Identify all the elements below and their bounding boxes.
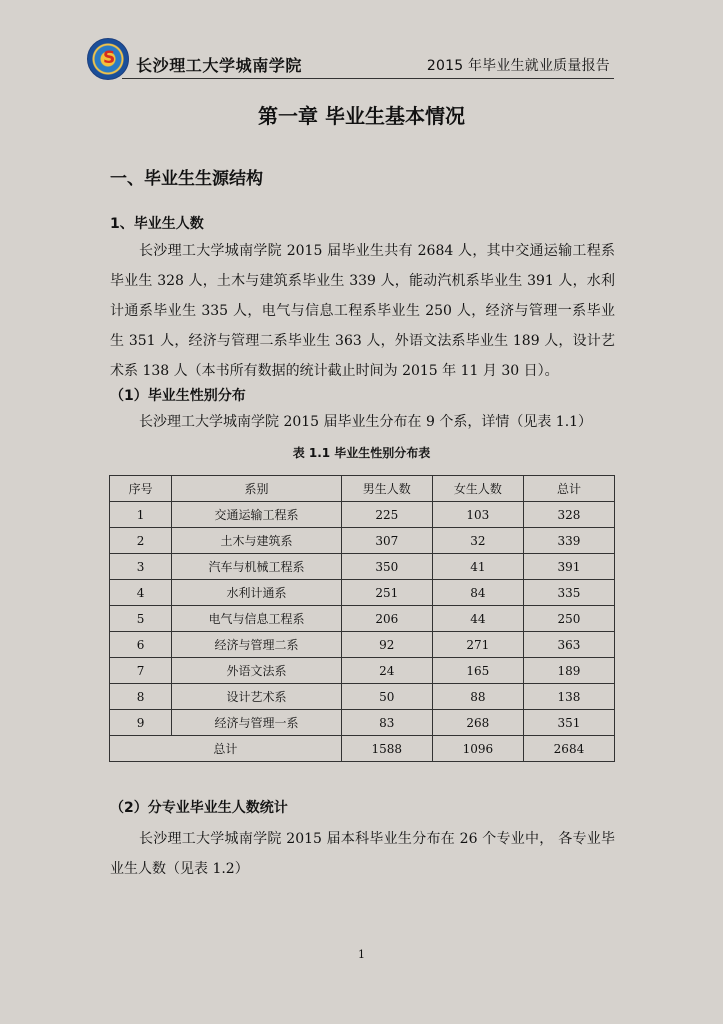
cell-male: 225 [341,502,432,528]
table-row [110,632,615,658]
logo-emblem-icon: S [103,48,116,68]
cell-total: 339 [523,528,614,554]
cell-department: 汽车与机械工程系 [172,554,342,580]
cell-female: 32 [432,528,523,554]
table-row [110,554,615,580]
report-title: 2015 年毕业生就业质量报告 [426,58,610,74]
table-total-row [110,736,615,762]
cell-female: 271 [432,632,523,658]
cell-female: 88 [432,684,523,710]
cell-total: 391 [523,554,614,580]
cell-male: 350 [341,554,432,580]
school-logo-icon [87,38,129,80]
cell-index: 2 [110,528,172,554]
cell-index: 9 [110,710,172,736]
cell-department: 外语文法系 [172,658,342,684]
total-male: 1588 [341,736,432,762]
gender-distribution-paragraph: 长沙理工大学城南学院 2015 届毕业生分布在 9 个系，详情（见表 1.1） [139,414,593,430]
table-row [110,710,615,736]
cell-department: 经济与管理二系 [172,632,342,658]
cell-total: 351 [523,710,614,736]
header-index: 序号 [110,476,172,502]
cell-index: 1 [110,502,172,528]
cell-male: 206 [341,606,432,632]
table-row [110,528,615,554]
cell-male: 92 [341,632,432,658]
cell-index: 3 [110,554,172,580]
total-female: 1096 [432,736,523,762]
graduate-count-paragraph: 长沙理工大学城南学院 2015 届毕业生共有 2684 人，其中交通运输工程系毕业生 328 人，土木与建筑系毕业生 339 人，能动汽机系毕业生 391 人，水利计通系毕业生 335 人，电气与信息工程系毕业生 250 人，经济与管理一系毕业生 351 人，经济与管理二系毕业生 363 人，外语文法系毕业生 189 人，设计艺术系 138 人（本书所有数据的统计截止时间为 2015 年 11 月 30 日）。 [110,243,615,379]
subsection-major-count: （2）分专业毕业生人数统计 [110,800,288,816]
page-header [84,36,614,82]
cell-total: 335 [523,580,614,606]
cell-total: 189 [523,658,614,684]
chapter-title: 第一章 毕业生基本情况 [258,104,465,128]
cell-male: 83 [341,710,432,736]
cell-department: 水利计通系 [172,580,342,606]
cell-department: 设计艺术系 [172,684,342,710]
school-name: 长沙理工大学城南学院 [136,56,303,75]
table-row [110,658,615,684]
table-caption: 表 1.1 毕业生性别分布表 [292,446,431,460]
major-count-paragraph: 长沙理工大学城南学院 2015 届本科毕业生分布在 26 个专业中， 各专业毕业生人数（见表 1.2） [110,831,615,877]
cell-index: 4 [110,580,172,606]
total-label: 总计 [110,736,342,762]
cell-female: 84 [432,580,523,606]
cell-male: 307 [341,528,432,554]
cell-female: 268 [432,710,523,736]
cell-female: 103 [432,502,523,528]
cell-department: 经济与管理一系 [172,710,342,736]
subsection-gender-distribution: （1）毕业生性别分布 [110,388,246,404]
cell-total: 363 [523,632,614,658]
table-header-row [110,476,615,502]
total-all: 2684 [523,736,614,762]
table-row [110,502,615,528]
cell-department: 电气与信息工程系 [172,606,342,632]
header-total: 总计 [523,476,614,502]
cell-male: 251 [341,580,432,606]
subsection-graduate-count: 1、毕业生人数 [110,216,204,232]
cell-department: 交通运输工程系 [172,502,342,528]
cell-male: 24 [341,658,432,684]
cell-female: 165 [432,658,523,684]
table-row [110,606,615,632]
header-department: 系别 [172,476,342,502]
section-title: 一、毕业生生源结构 [110,169,263,189]
header-female: 女生人数 [432,476,523,502]
cell-female: 41 [432,554,523,580]
cell-total: 250 [523,606,614,632]
cell-department: 土木与建筑系 [172,528,342,554]
header-divider [122,78,614,79]
cell-male: 50 [341,684,432,710]
cell-index: 6 [110,632,172,658]
cell-index: 5 [110,606,172,632]
page-number: 1 [358,948,365,961]
header-male: 男生人数 [341,476,432,502]
table-row [110,580,615,606]
cell-total: 328 [523,502,614,528]
cell-female: 44 [432,606,523,632]
cell-index: 7 [110,658,172,684]
cell-total: 138 [523,684,614,710]
cell-index: 8 [110,684,172,710]
gender-distribution-table [109,475,615,762]
table-row [110,684,615,710]
